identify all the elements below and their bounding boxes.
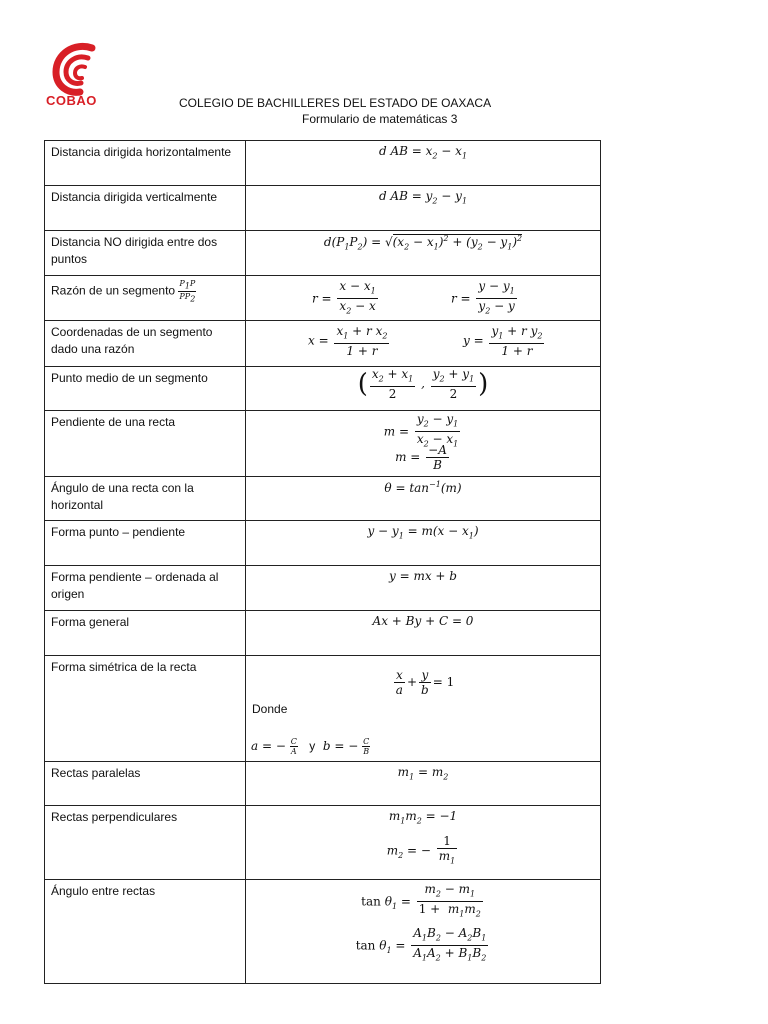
table-row bbox=[45, 411, 601, 477]
table-row bbox=[45, 276, 601, 321]
table-row bbox=[45, 806, 601, 880]
formula-cell bbox=[246, 231, 601, 276]
formula-cell bbox=[246, 521, 601, 566]
formula-cell bbox=[246, 880, 601, 984]
formula: d AB = $x_2 - x_1$ bbox=[378, 144, 468, 161]
table-row bbox=[45, 521, 601, 566]
table-row bbox=[45, 367, 601, 411]
table-row bbox=[45, 566, 601, 611]
formula: ( $\frac{x_2 + x_1}{2}$ , $\frac{y_2 + y_1}{2}$ ) bbox=[357, 367, 489, 402]
formula-cell bbox=[246, 186, 601, 231]
school-title: COLEGIO DE BACHILLERES DEL ESTADO DE OAXACA bbox=[179, 96, 492, 110]
formula: $m_1 = m_2$ bbox=[397, 765, 449, 782]
table-row bbox=[45, 762, 601, 806]
row-label bbox=[45, 276, 246, 321]
formula-r-x: r = $\frac{x - x_1}{x_2 - x}$ bbox=[312, 279, 376, 316]
formula-perp: $m_2$ = − $\frac{1}{m_1}$ bbox=[386, 834, 456, 866]
formula-cell bbox=[246, 566, 601, 611]
row-label: Ángulo entre rectas bbox=[45, 880, 246, 984]
formula-slope: m = $\frac{y_2 - y_1}{x_2 - x_1}$ bbox=[383, 412, 459, 449]
row-label: Forma punto – pendiente bbox=[45, 521, 246, 566]
formula-table bbox=[44, 140, 601, 984]
formula-y: y = $\frac{y_1 + r y_2}{1 + r}$ bbox=[463, 324, 543, 359]
logo-text: COBAO bbox=[46, 93, 97, 108]
row-label: Ángulo de una recta con la horizontal bbox=[45, 477, 246, 521]
row-label: Distancia NO dirigida entre dos puntos bbox=[45, 231, 246, 276]
formula-slope-general: m = $\frac{-A}{B}$ bbox=[395, 443, 447, 472]
formula-cell bbox=[246, 611, 601, 656]
formula: $\theta = \tan^{-1}(m)$ bbox=[384, 480, 462, 495]
y-word: y bbox=[309, 739, 316, 753]
formula-perp-product: $m_1m_2 = -1$ bbox=[388, 809, 458, 826]
row-label: Pendiente de una recta bbox=[45, 411, 246, 477]
tan-word: tan bbox=[361, 894, 381, 909]
formula-cell bbox=[246, 656, 601, 762]
formula-angle-slopes: $\tan \theta_1$ = $\frac{m_2 - m_1}{1 + m_1m_2}$ bbox=[361, 882, 481, 919]
table-row bbox=[45, 611, 601, 656]
table-row bbox=[45, 186, 601, 231]
formula-cell bbox=[246, 141, 601, 186]
formula: y = mx + b bbox=[389, 569, 457, 583]
row-label: Punto medio de un segmento bbox=[45, 367, 246, 411]
formula: d AB = $y_2 - y_1$ bbox=[378, 189, 468, 206]
row-label-text: Razón de un segmento bbox=[51, 283, 179, 298]
formula-x: x = $\frac{x_1 + r x_2}{1 + r}$ bbox=[308, 324, 388, 359]
formula-angle-coeffs: $\tan \theta_1$ = $\frac{A_1B_2 - A_2B_1}{A_1A_2 + B_1B_2}$ bbox=[355, 926, 487, 963]
table-row bbox=[45, 880, 601, 984]
table-row bbox=[45, 656, 601, 762]
row-label: Rectas paralelas bbox=[45, 762, 246, 806]
formula-cell bbox=[246, 477, 601, 521]
row-label: Forma pendiente – ordenada al origen bbox=[45, 566, 246, 611]
formula-cell bbox=[246, 276, 601, 321]
table-row bbox=[45, 321, 601, 367]
formula-symmetric: $\frac{x}{a}$ + $\frac{y}{b}$ = 1 bbox=[395, 668, 455, 697]
formula: $d(P_1P_2) = √(x_2 - x_1)^2 + (y_2 - y_1)^2$ bbox=[323, 234, 523, 252]
ratio-fraction: $\frac{P_1P}{PP_2}$ bbox=[179, 279, 196, 304]
row-label: Coordenadas de un segmento dado una razón bbox=[45, 321, 246, 367]
formula-cell bbox=[246, 411, 601, 477]
row-label: Forma general bbox=[45, 611, 246, 656]
table-row bbox=[45, 231, 601, 276]
formula: $y - y_1 = m(x - x_1)$ bbox=[367, 524, 479, 541]
formula-cell bbox=[246, 321, 601, 367]
form-subtitle: Formulario de matemáticas 3 bbox=[302, 112, 458, 126]
row-label: Distancia dirigida verticalmente bbox=[45, 186, 246, 231]
row-label: Forma simétrica de la recta bbox=[45, 656, 246, 762]
row-label: Rectas perpendiculares bbox=[45, 806, 246, 880]
formula-cell bbox=[246, 806, 601, 880]
table-row bbox=[45, 477, 601, 521]
table-row bbox=[45, 141, 601, 186]
formula-cell bbox=[246, 367, 601, 411]
formula: Ax + By + C = 0 bbox=[372, 614, 474, 628]
row-label: Distancia dirigida horizontalmente bbox=[45, 141, 246, 186]
donde-label: Donde bbox=[252, 702, 288, 716]
tan-word: tan bbox=[355, 938, 376, 953]
formula-r-y: r = $\frac{y - y_1}{y_2 - y}$ bbox=[451, 279, 515, 316]
formula-cell bbox=[246, 762, 601, 806]
formula-intercepts: a = − $\frac{C}{A}$ y b = − $\frac{C}{B}$ bbox=[251, 737, 370, 756]
